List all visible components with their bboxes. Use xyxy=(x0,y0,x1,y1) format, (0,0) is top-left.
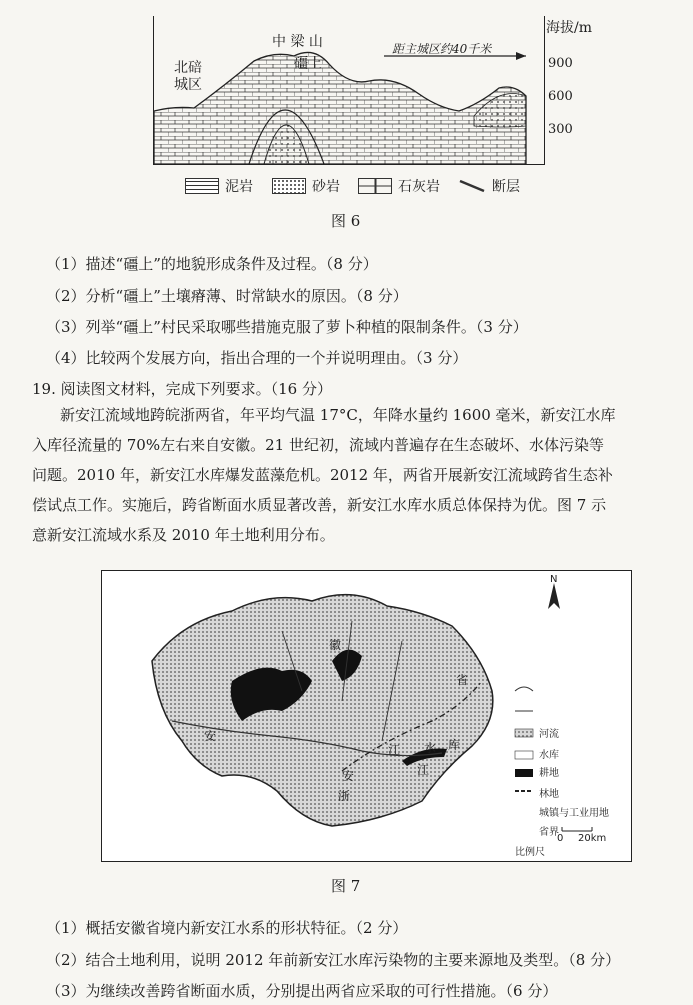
figure-6-legend xyxy=(0,176,693,198)
q19-material xyxy=(32,400,672,550)
forest-swatch-icon xyxy=(515,751,533,759)
city-label: 北碚城区 xyxy=(174,60,202,93)
fault-icon xyxy=(458,179,486,193)
map-char: 安 xyxy=(204,729,217,743)
figure-6-caption: 图 6 xyxy=(331,212,361,230)
legend-label: 石灰岩 xyxy=(398,179,440,195)
legend-label: 砂岩 xyxy=(312,179,340,195)
q19-title: 19. 阅读图文材料，完成下列要求。（16 分） xyxy=(32,380,332,398)
map-char: 江 xyxy=(388,743,401,757)
map-char: 江 xyxy=(417,763,430,777)
map-char: 浙 xyxy=(338,789,351,803)
legend-mudstone xyxy=(185,176,253,196)
map-legend-urban: 城镇与工业用地 xyxy=(539,808,609,819)
farmland-swatch-icon xyxy=(515,729,533,737)
legend-label: 断层 xyxy=(492,179,520,195)
map-legend-river: 河流 xyxy=(539,729,559,740)
scale-bar xyxy=(562,827,592,831)
figure-7-map xyxy=(101,570,632,862)
map-char: 省 xyxy=(456,673,469,687)
legend-fault xyxy=(458,176,520,196)
basin-outline xyxy=(152,595,493,826)
north-arrow-icon xyxy=(548,583,560,609)
map-legend-reservoir: 水库 xyxy=(539,750,559,761)
y-tick-900: 900 xyxy=(548,56,573,71)
map-legend-farmland: 耕地 xyxy=(539,768,559,779)
urban-swatch-icon xyxy=(515,769,533,777)
y-axis-label: 海拔/m xyxy=(546,20,592,36)
material-line: 偿试点工作。实施后，跨省断面水质显著改善，新安江水库水质总体保持为优。图 7 示 xyxy=(32,496,607,514)
scale-zero: 0 xyxy=(557,833,564,844)
sandstone-swatch-icon xyxy=(272,178,306,194)
legend-limestone xyxy=(358,176,440,196)
cross-section-drawing xyxy=(154,16,544,164)
map-legend-boundary: 省界 xyxy=(539,827,559,838)
q19-item-2: （2）结合土地利用，说明 2012 年前新安江水库污染物的主要来源地及类型。（8 分） xyxy=(46,951,621,969)
q18-item-2: （2）分析“礓上”土壤瘠薄、时常缺水的原因。（8 分） xyxy=(46,287,408,305)
q18-item-4: （4）比较两个发展方向，指出合理的一个并说明理由。（3 分） xyxy=(46,349,468,367)
material-line: 问题。2010 年，新安江水库爆发蓝藻危机。2012 年，两省开展新安江流域跨省生态补 xyxy=(32,466,613,484)
material-line: 新安江流域地跨皖浙两省，年平均气温 17°C，年降水量约 1600 毫米，新安江水库 xyxy=(60,406,616,424)
q19-item-1: （1）概括安徽省境内新安江水系的形状特征。（2 分） xyxy=(46,919,408,937)
sandstone-block xyxy=(474,94,526,128)
y-tick-600: 600 xyxy=(548,89,573,104)
mountain-label: 中 梁 山 xyxy=(272,34,323,50)
distance-label: 距主城区约40千米 xyxy=(392,42,492,56)
place-label: 礓上 xyxy=(294,56,322,72)
map-legend-forest: 林地 xyxy=(539,789,559,800)
legend-label: 泥岩 xyxy=(225,179,253,195)
scale-value: 20km xyxy=(578,833,607,844)
map-char: 水 xyxy=(424,741,437,755)
q18-item-1: （1）描述“礓上”的地貌形成条件及过程。（8 分） xyxy=(46,255,378,273)
river-swatch-icon xyxy=(515,687,533,691)
q18-item-3: （3）列举“礓上”村民采取哪些措施克服了萝卜种植的限制条件。（3 分） xyxy=(46,318,528,336)
mudstone-swatch-icon xyxy=(185,178,219,194)
material-line: 意新安江流域水系及 2010 年土地利用分布。 xyxy=(32,526,335,544)
q19-item-3: （3）为继续改善跨省断面水质，分别提出两省应采取的可行性措施。（6 分） xyxy=(46,982,558,1000)
y-tick-300: 300 xyxy=(548,122,573,137)
map-char: 徽 xyxy=(329,638,342,652)
terrain-profile xyxy=(154,52,526,164)
figure-7-caption: 图 7 xyxy=(331,877,361,895)
map-char: 安 xyxy=(342,769,355,783)
limestone-swatch-icon xyxy=(358,178,392,194)
scale-label: 比例尺 xyxy=(515,847,545,858)
material-line: 入库径流量的 70%左右来自安徽。21 世纪初，流域内普遍存在生态破坏、水体污染等 xyxy=(32,436,604,454)
arrow-head-icon xyxy=(516,52,526,60)
north-label: N xyxy=(550,574,558,585)
map-char: 库 xyxy=(448,738,461,752)
legend-sandstone xyxy=(272,176,340,196)
figure-6-cross-section xyxy=(153,16,545,165)
